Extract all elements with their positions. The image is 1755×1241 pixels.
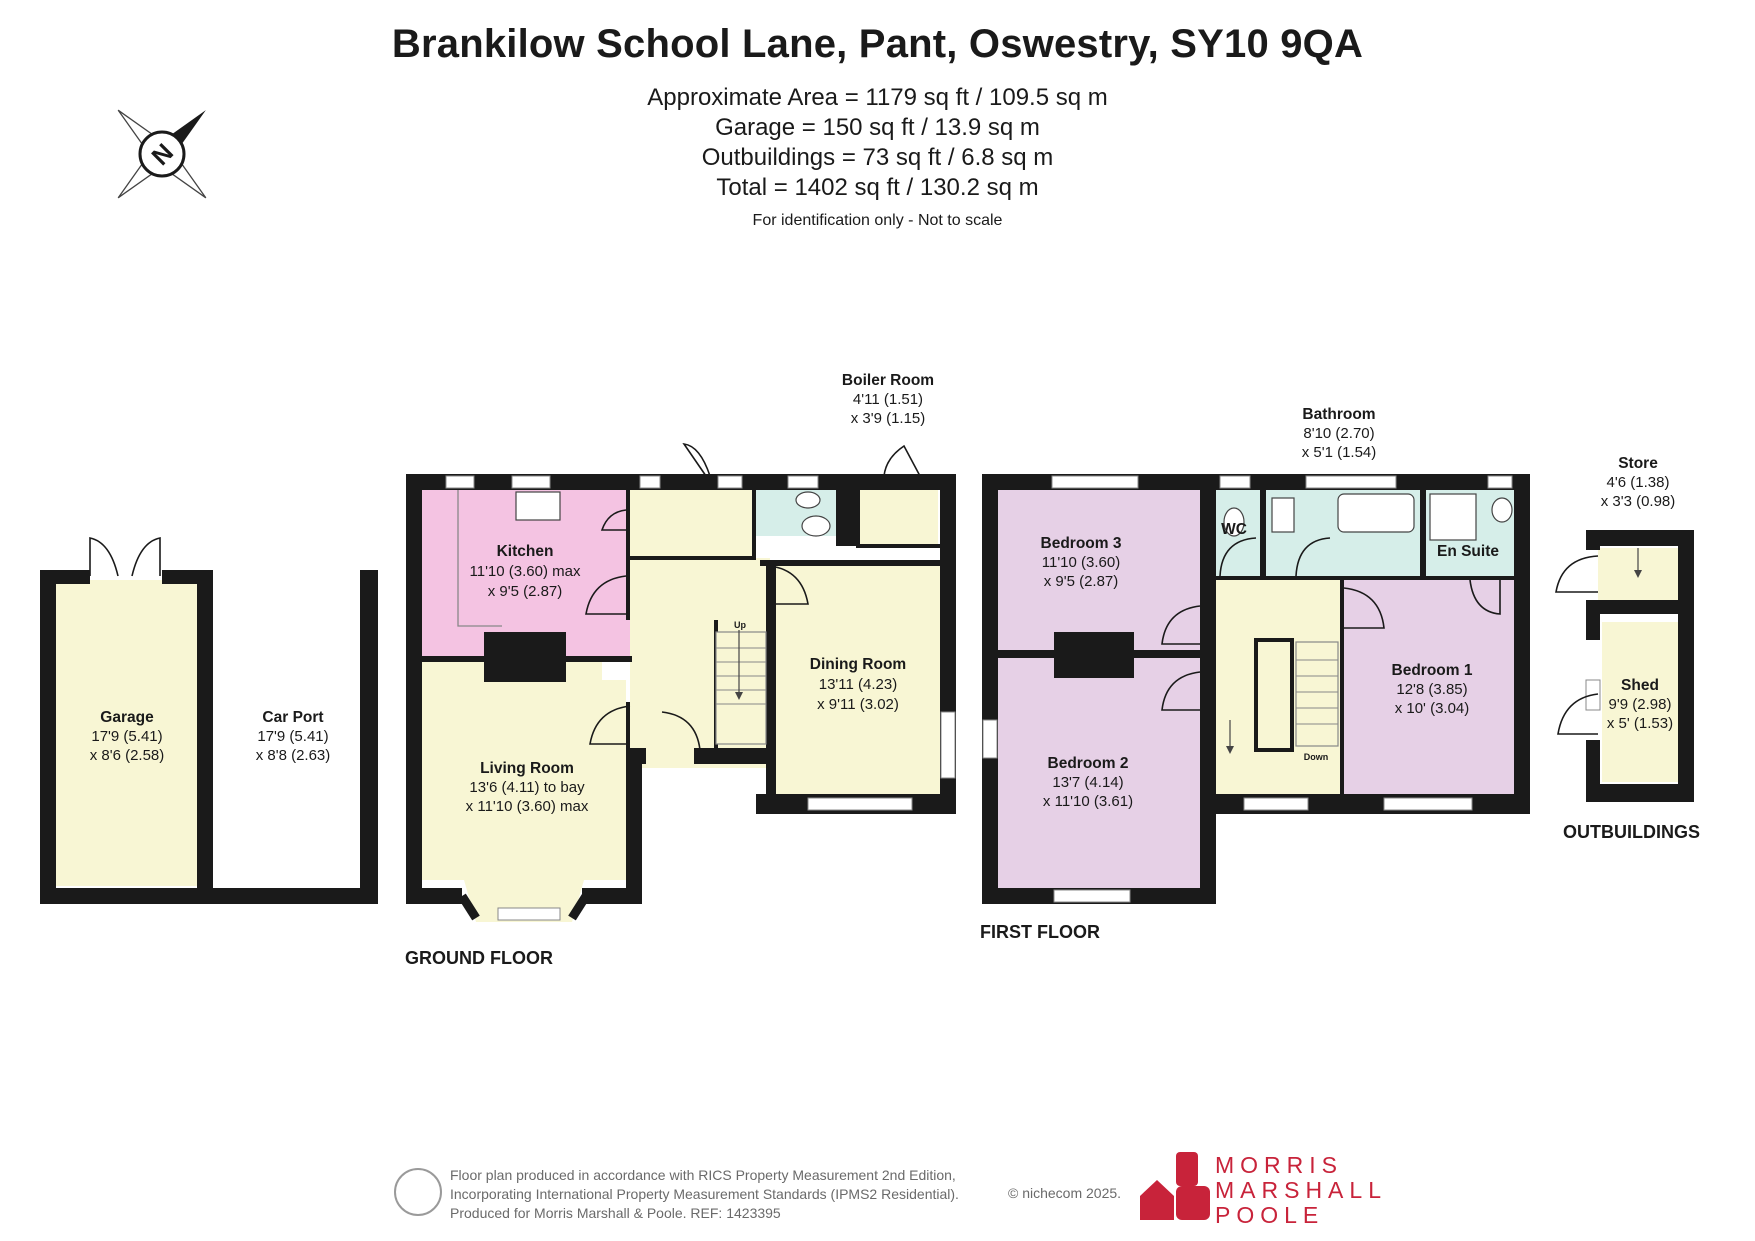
approx-area-text: Approximate Area = 1179 sq ft / 109.5 sq m xyxy=(647,84,1108,111)
dining-dim-1: 13'11 (4.23) xyxy=(818,676,898,693)
stairs-down-label: Down xyxy=(1303,752,1329,762)
ground-floor-label: GROUND FLOOR xyxy=(405,948,553,968)
garage-name: Garage xyxy=(100,709,154,726)
store-name: Store xyxy=(1618,455,1658,472)
living-dim-2: x 11'10 (3.60) max xyxy=(465,798,589,815)
bedroom-2-room xyxy=(998,658,1200,888)
bedroom3-dim-1: 11'10 (3.60) xyxy=(1041,554,1121,571)
boiler-dim-1: 4'11 (1.51) xyxy=(852,391,924,408)
bathroom-dim-2: x 5'1 (1.54) xyxy=(1301,444,1377,461)
brand-line-1: MORRIS xyxy=(1215,1152,1343,1178)
carport-dim-1: 17'9 (5.41) xyxy=(257,728,329,745)
boiler-name: Boiler Room xyxy=(841,372,935,389)
ground-stairs xyxy=(716,630,766,744)
stairs-up-label: Up xyxy=(734,620,746,630)
shed-name: Shed xyxy=(1621,677,1659,694)
footer-line-1: Floor plan produced in accordance with RICS Property Measurement 2nd Edition, xyxy=(450,1167,956,1183)
footer-text xyxy=(450,1166,959,1223)
morris-marshall-poole-logo-icon xyxy=(1140,1152,1210,1220)
shed-dim-1: 9'9 (2.98) xyxy=(1608,696,1672,713)
store-dim-1: 4'6 (1.38) xyxy=(1606,474,1670,491)
kitchen-dim-1: 11'10 (3.60) max xyxy=(469,563,581,580)
bathroom-dim-1: 8'10 (2.70) xyxy=(1303,425,1375,442)
living-name: Living Room xyxy=(480,760,574,777)
compass-label: N xyxy=(146,138,179,171)
bedroom2-dim-2: x 11'10 (3.61) xyxy=(1042,793,1134,810)
dining-name: Dining Room xyxy=(809,656,907,673)
boiler-dim-2: x 3'9 (1.15) xyxy=(850,410,926,427)
brand-line-3: POOLE xyxy=(1215,1202,1325,1228)
outbuildings-label: OUTBUILDINGS xyxy=(1563,822,1700,842)
footer-line-2: Incorporating International Property Measurement Standards (IPMS2 Residential). xyxy=(450,1186,959,1202)
wc-name: WC xyxy=(1221,521,1247,538)
person-measure-icon xyxy=(394,1168,442,1216)
scale-note: For identification only - Not to scale xyxy=(752,212,1003,229)
carport-name: Car Port xyxy=(262,709,324,726)
copyright-text: © nichecom 2025. xyxy=(1008,1185,1122,1201)
bedroom1-dim-1: 12'8 (3.85) xyxy=(1396,681,1468,698)
garage-dim-2: x 8'6 (2.58) xyxy=(89,747,165,764)
shed-dim-2: x 5' (1.53) xyxy=(1606,715,1674,732)
entrance-hall xyxy=(630,490,754,556)
footer-line-3: Produced for Morris Marshall & Poole. REF: 1423395 xyxy=(450,1205,781,1221)
first-floor-label: FIRST FLOOR xyxy=(980,922,1100,942)
kitchen-dim-2: x 9'5 (2.87) xyxy=(487,583,563,600)
bedroom3-name: Bedroom 3 xyxy=(1040,535,1122,552)
brand-line-2: MARSHALL xyxy=(1215,1177,1387,1203)
garage-dim-1: 17'9 (5.41) xyxy=(91,728,163,745)
total-area-text: Total = 1402 sq ft / 130.2 sq m xyxy=(716,174,1039,201)
bedroom1-dim-2: x 10' (3.04) xyxy=(1394,700,1470,717)
bedroom2-dim-1: 13'7 (4.14) xyxy=(1052,774,1124,791)
bedroom2-name: Bedroom 2 xyxy=(1047,755,1129,772)
bedroom1-name: Bedroom 1 xyxy=(1391,662,1473,679)
garage-area-text: Garage = 150 sq ft / 13.9 sq m xyxy=(715,114,1040,141)
store-dim-2: x 3'3 (0.98) xyxy=(1600,493,1676,510)
page-title: Brankilow School Lane, Pant, Oswestry, SY10 9QA xyxy=(391,22,1364,66)
living-dim-1: 13'6 (4.11) to bay xyxy=(469,779,585,796)
boiler-room xyxy=(860,490,938,544)
brand-name xyxy=(1215,1153,1387,1228)
compass-north-icon xyxy=(74,66,249,241)
carport-dim-2: x 8'8 (2.63) xyxy=(255,747,331,764)
outbuildings-area-text: Outbuildings = 73 sq ft / 6.8 sq m xyxy=(701,144,1054,171)
bathroom-name: Bathroom xyxy=(1302,406,1376,423)
ensuite-name: En Suite xyxy=(1436,543,1500,560)
dining-dim-2: x 9'11 (3.02) xyxy=(817,696,899,713)
kitchen-name: Kitchen xyxy=(496,543,554,560)
bedroom3-dim-2: x 9'5 (2.87) xyxy=(1043,573,1119,590)
